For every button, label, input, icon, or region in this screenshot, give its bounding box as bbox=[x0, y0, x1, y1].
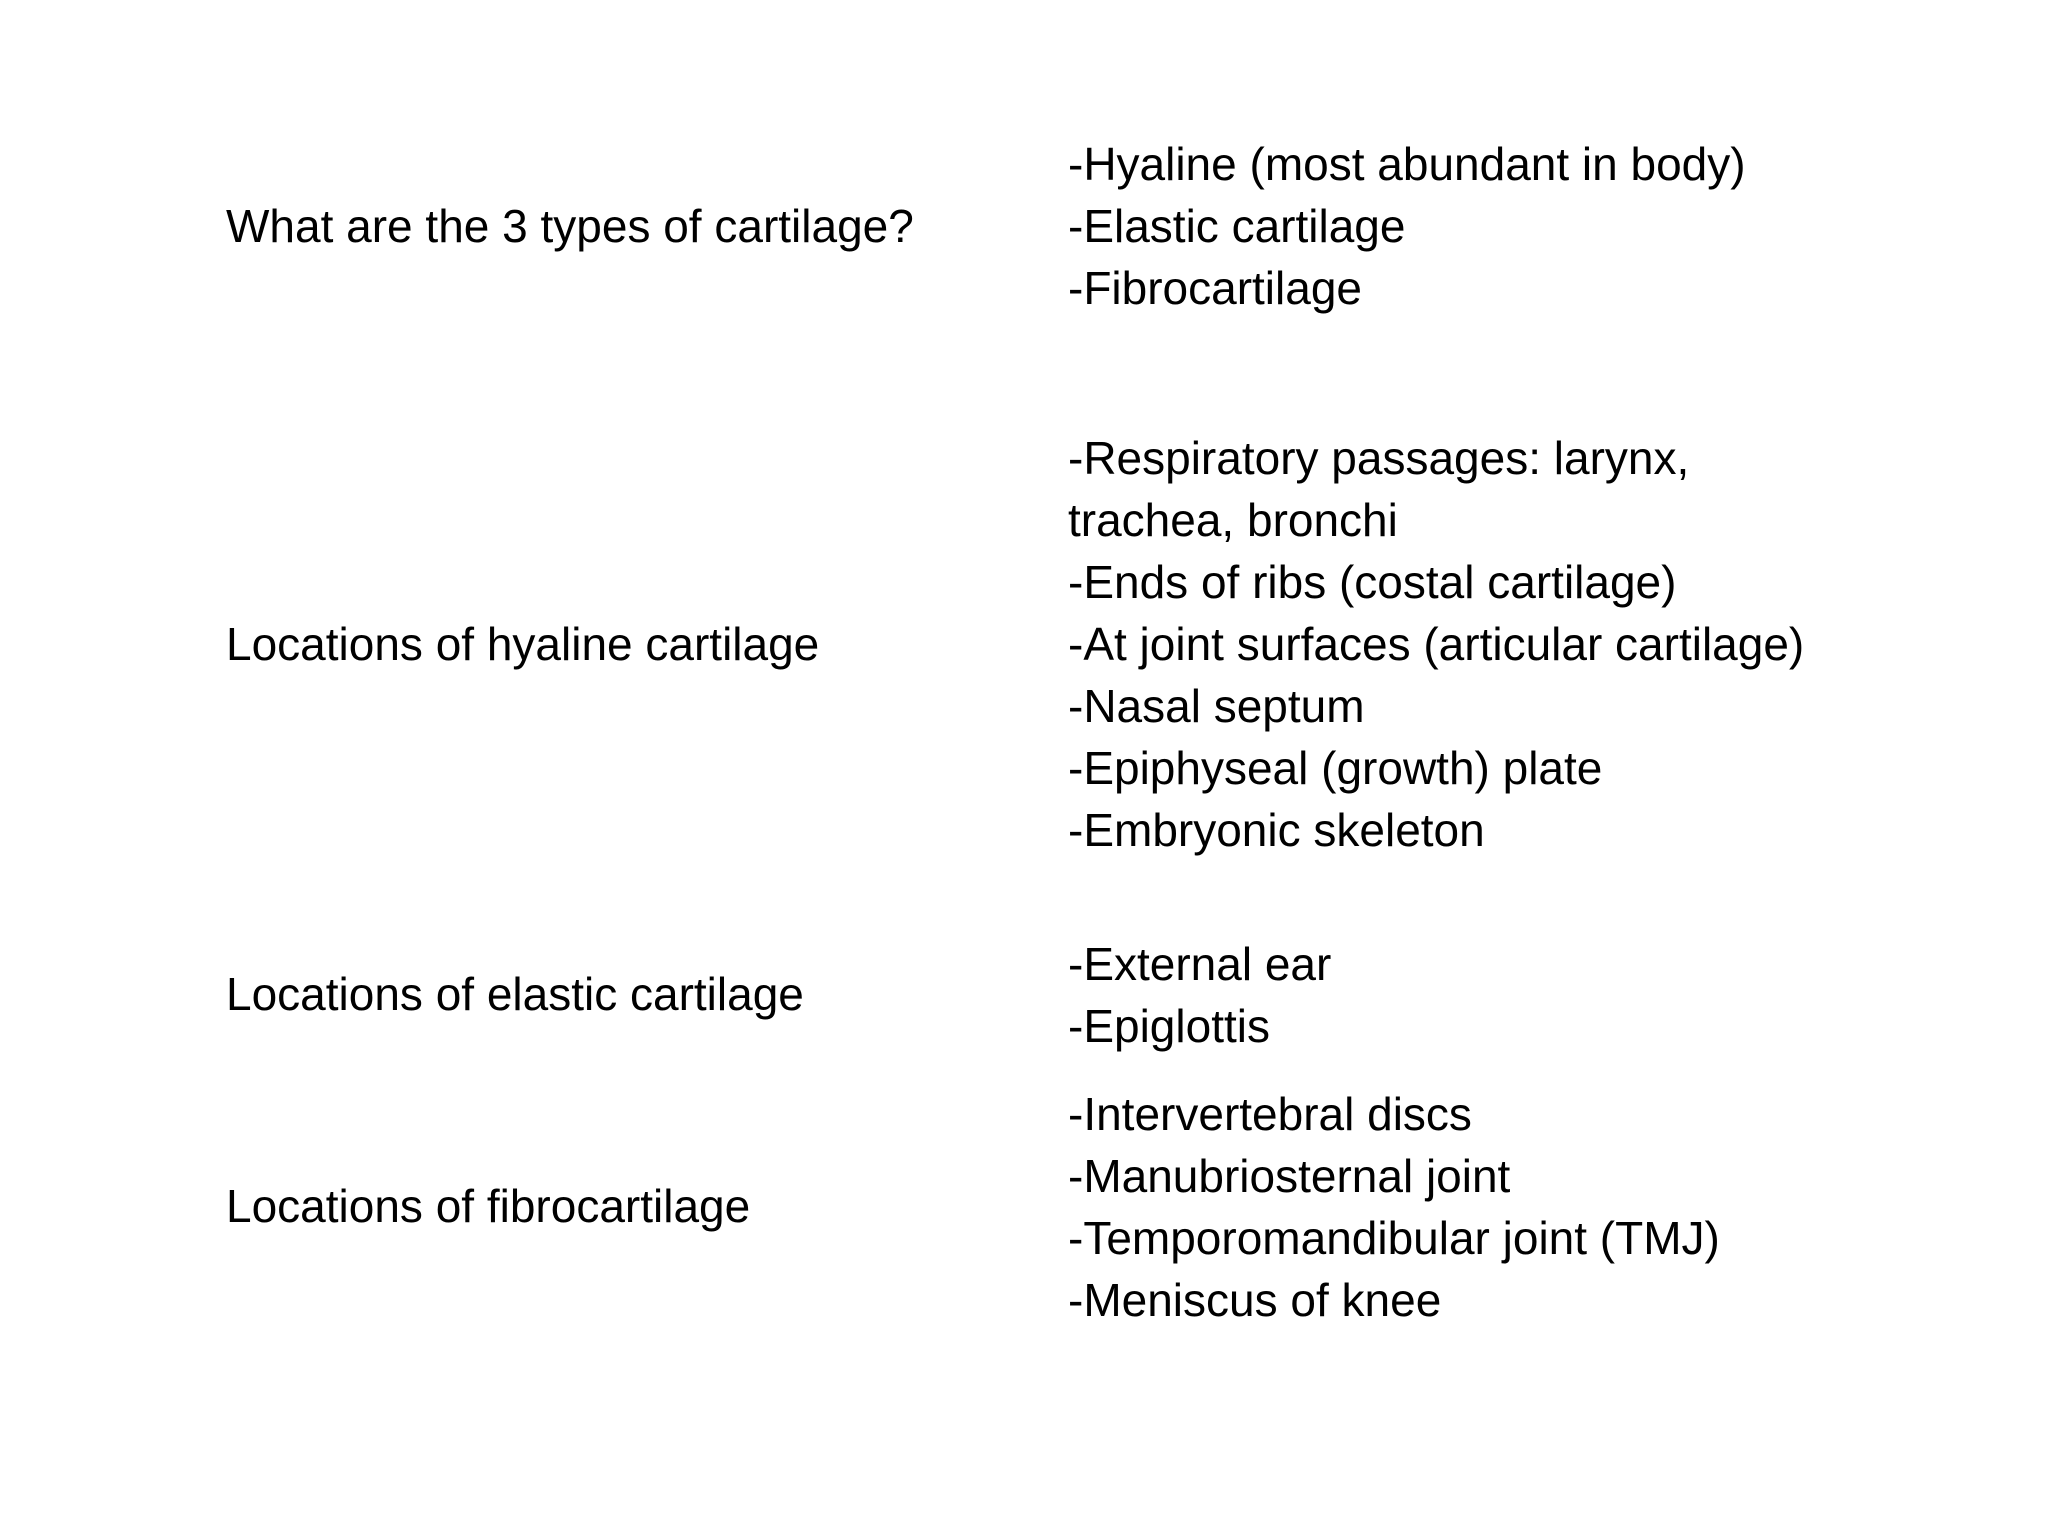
answer-line: -Embryonic skeleton bbox=[1068, 804, 1485, 856]
term-hyaline-locations: Locations of hyaline cartilage bbox=[226, 618, 820, 670]
term-cartilage-types: What are the 3 types of cartilage? bbox=[226, 200, 914, 252]
answer-line: trachea, bronchi bbox=[1068, 494, 1398, 546]
answer-line: -At joint surfaces (articular cartilage) bbox=[1068, 618, 1805, 670]
answer-line: -Ends of ribs (costal cartilage) bbox=[1068, 556, 1677, 608]
answer-line: -Epiglottis bbox=[1068, 1000, 1270, 1052]
term-fibrocartilage-locations: Locations of fibrocartilage bbox=[226, 1180, 751, 1232]
answer-line: -Temporomandibular joint (TMJ) bbox=[1068, 1212, 1720, 1264]
answer-line: -Respiratory passages: larynx, bbox=[1068, 432, 1690, 484]
answer-line: -Epiphyseal (growth) plate bbox=[1068, 742, 1603, 794]
answer-hyaline-locations bbox=[1068, 427, 1968, 861]
term-elastic-locations: Locations of elastic cartilage bbox=[226, 968, 804, 1020]
answer-line: -External ear bbox=[1068, 938, 1332, 990]
answer-line: -Elastic cartilage bbox=[1068, 200, 1406, 252]
answer-line: -Hyaline (most abundant in body) bbox=[1068, 138, 1746, 190]
answer-line: -Meniscus of knee bbox=[1068, 1274, 1442, 1326]
answer-elastic-locations bbox=[1068, 933, 1968, 1057]
answer-line: -Nasal septum bbox=[1068, 680, 1365, 732]
answer-cartilage-types bbox=[1068, 133, 1968, 319]
answer-fibrocartilage-locations bbox=[1068, 1083, 1968, 1331]
answer-line: -Manubriosternal joint bbox=[1068, 1150, 1511, 1202]
answer-line: -Intervertebral discs bbox=[1068, 1088, 1472, 1140]
answer-line: -Fibrocartilage bbox=[1068, 262, 1362, 314]
